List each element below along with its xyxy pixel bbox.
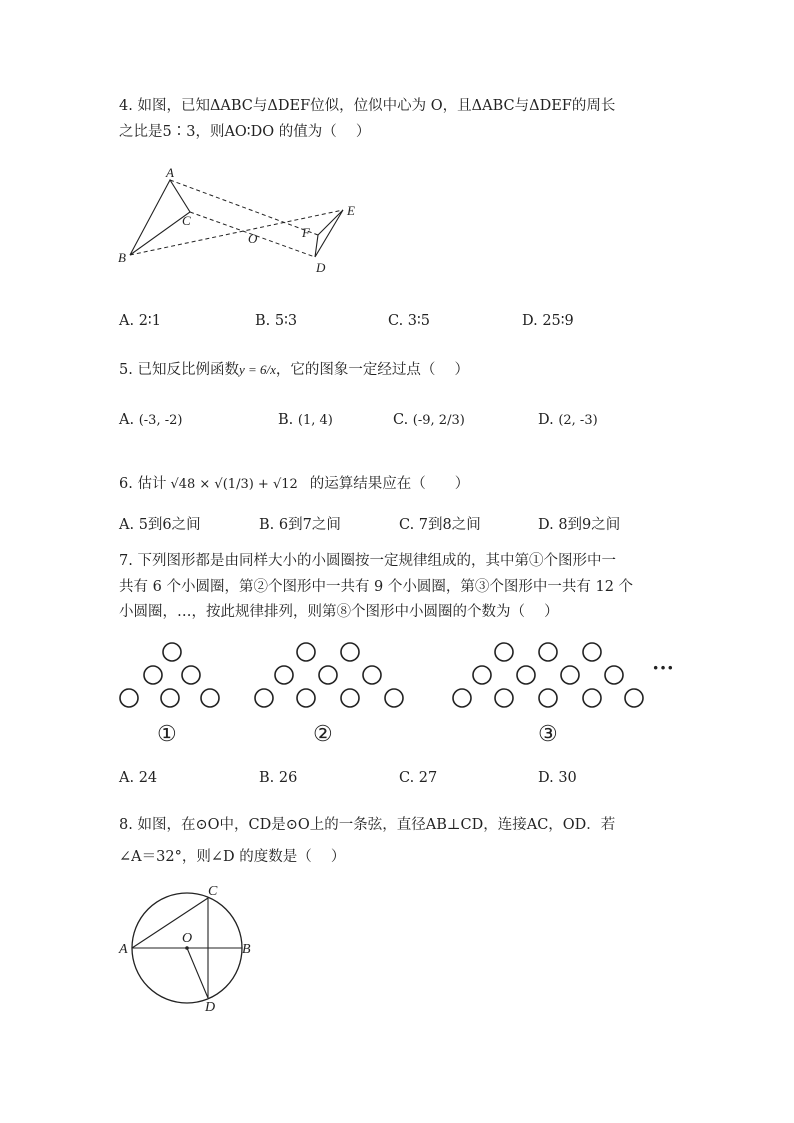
q7-figure: [110, 635, 690, 750]
q4-option-a: A. 2∶1: [119, 313, 161, 329]
q4-stem-line2: 之比是5∶3，则AO∶DO 的值为（ ）: [119, 124, 371, 140]
q8-stem-line1: 8. 如图，在⊙O中，CD是⊙O上的一条弦，直径AB⊥CD，连接AC，OD．若: [119, 817, 616, 833]
q6-option-c: C. 7到8之间: [399, 517, 481, 533]
q7-option-b: B. 26: [259, 770, 298, 786]
q4-label-e: E: [347, 203, 355, 218]
q7-stem-line2: 共有 6 个小圆圈，第②个图形中一共有 9 个小圆圈，第③个图形中一共有 12 个: [119, 579, 634, 595]
q8-label-b: B: [242, 942, 251, 957]
q8-label-d: D: [205, 1000, 216, 1015]
q5-stem: [119, 360, 469, 380]
q7-label-2: ②: [313, 721, 333, 746]
q7-option-c: C. 27: [399, 770, 438, 786]
q4-label-f: F: [302, 225, 310, 240]
q6-expression: √48 × √(1/3) + √12: [170, 477, 298, 492]
q5-function: y = 6/x: [238, 362, 276, 377]
q4-stem-line1: 4. 如图，已知ΔABC与ΔDEF位似，位似中心为 O，且ΔABC与ΔDEF的周长: [119, 98, 616, 114]
q6-option-d: D. 8到9之间: [538, 517, 621, 533]
q8-label-c: C: [208, 884, 218, 899]
q8-label-a: A: [119, 942, 128, 957]
q4-label-c: C: [182, 213, 191, 228]
q5-option-c: C. (-9, 2/3): [393, 412, 465, 428]
q4-option-c: C. 3∶5: [388, 313, 431, 329]
q7-figure-2: [255, 643, 403, 707]
q5-stem-pre: 5. 已知反比例函数: [119, 362, 239, 378]
q4-figure: [110, 165, 370, 280]
q4-option-b: B. 5∶3: [255, 313, 298, 329]
q7-figure-1: [120, 643, 219, 707]
q8-stem-line2: ∠A＝32°，则∠D 的度数是（ ）: [119, 849, 346, 865]
q4-label-d: D: [316, 260, 326, 275]
q4-label-a: A: [166, 165, 174, 180]
q4-option-d: D. 25∶9: [522, 313, 574, 329]
q6-stem: [119, 474, 469, 495]
q6-stem-pre: 6. 估计: [119, 476, 167, 492]
q6-option-a: A. 5到6之间: [119, 517, 201, 533]
q7-option-d: D. 30: [538, 770, 577, 786]
q6-stem-post: 的运算结果应在（ ）: [309, 476, 470, 492]
q5-option-d: D. (2, -3): [538, 412, 598, 428]
q4-label-b: B: [118, 250, 126, 265]
q7-option-a: A. 24: [119, 770, 158, 786]
q7-label-3: ③: [538, 721, 558, 746]
q8-figure: [112, 882, 262, 1017]
q7-stem-line1: 7. 下列图形都是由同样大小的小圆圈按一定规律组成的，其中第①个图形中一: [119, 553, 616, 569]
q7-ellipsis: ···: [652, 655, 675, 680]
q4-label-o: O: [248, 231, 258, 246]
q5-option-a: A. (-3, -2): [119, 412, 183, 428]
q7-label-1: ①: [157, 721, 177, 746]
q7-stem-line3: 小圆圈，…，按此规律排列，则第⑧个图形中小圆圈的个数为（ ）: [119, 604, 559, 620]
q8-label-o: O: [182, 931, 193, 946]
q5-stem-post: ，它的图象一定经过点（ ）: [275, 362, 469, 378]
q7-figure-3: [453, 643, 643, 707]
q6-option-b: B. 6到7之间: [259, 517, 341, 533]
q5-option-b: B. (1, 4): [278, 412, 333, 428]
